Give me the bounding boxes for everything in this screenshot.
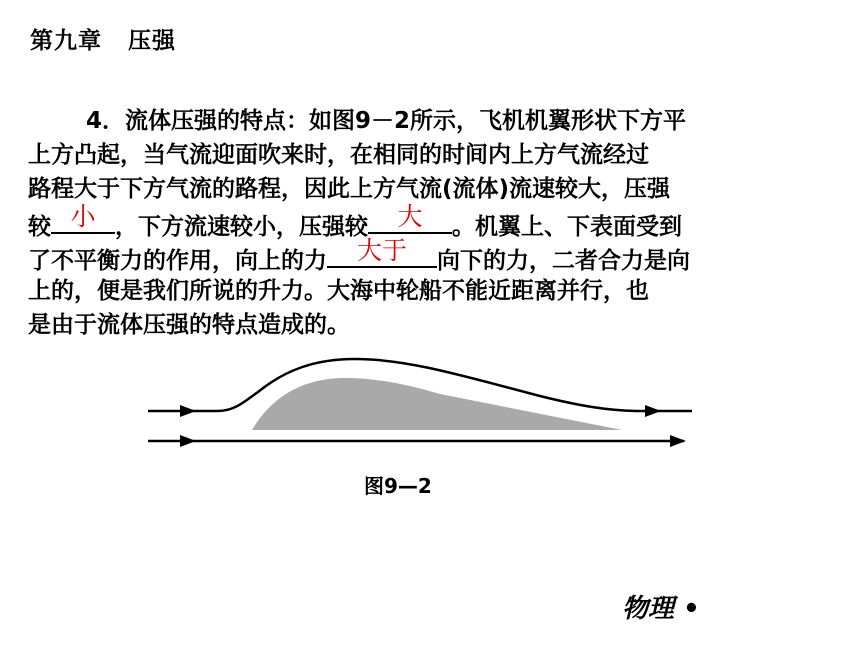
line-4-text-c: 。机翼上、下表面受到 bbox=[452, 214, 682, 240]
paragraph-line-3 bbox=[28, 172, 828, 206]
lower-left-arrowhead bbox=[180, 435, 196, 447]
line-6-text: 上的，便是我们所说的升力。大海中轮船不能近距离并行，也 bbox=[28, 278, 649, 304]
line-4-text-b: ，下方流速较小，压强较 bbox=[115, 214, 368, 240]
line-3-text: 路程大于下方气流的路程，因此上方气流(流体)流速较大，压强 bbox=[28, 176, 671, 202]
answer-2: 大 bbox=[397, 202, 423, 231]
line-1-text: 4．流体压强的特点：如图9－2所示，飞机机翼形状下方平 bbox=[86, 108, 687, 134]
paragraph-line-7 bbox=[28, 308, 828, 342]
line-5-text-b: 向下的力，二者合力是向 bbox=[437, 248, 690, 274]
line-7-text: 是由于流体压强的特点造成的。 bbox=[28, 312, 350, 338]
footer-subject bbox=[622, 588, 700, 625]
answer-blank-1 bbox=[51, 202, 115, 234]
answer-3: 大于 bbox=[356, 236, 407, 265]
paragraph-line-1 bbox=[28, 104, 828, 138]
wing-airflow-diagram bbox=[140, 356, 700, 456]
explanation-paragraph bbox=[28, 104, 828, 342]
chapter-title: 压强 bbox=[128, 28, 176, 54]
line-2-text: 上方凸起，当气流迎面吹来时，在相同的时间内上方气流经过 bbox=[28, 142, 649, 168]
wing-cross-section bbox=[252, 378, 622, 430]
line-5-text-a: 了不平衡力的作用，向上的力 bbox=[28, 248, 327, 274]
bullet-icon: • bbox=[683, 594, 700, 624]
answer-1: 小 bbox=[70, 202, 96, 231]
answer-blank-3 bbox=[327, 236, 437, 268]
answer-blank-2 bbox=[368, 202, 452, 234]
paragraph-line-4 bbox=[28, 202, 828, 240]
upper-right-arrowhead bbox=[645, 405, 661, 417]
lower-right-arrowhead bbox=[670, 435, 686, 447]
upper-left-arrowhead bbox=[180, 405, 196, 417]
subject-label: 物理 bbox=[622, 594, 675, 624]
chapter-heading bbox=[30, 22, 176, 55]
paragraph-line-2 bbox=[28, 138, 828, 172]
figure-caption: 图9—2 bbox=[364, 474, 432, 498]
chapter-number: 第九章 bbox=[30, 28, 102, 54]
line-4-text-a: 较 bbox=[28, 214, 51, 240]
paragraph-line-5 bbox=[28, 236, 828, 274]
paragraph-line-6 bbox=[28, 274, 828, 308]
